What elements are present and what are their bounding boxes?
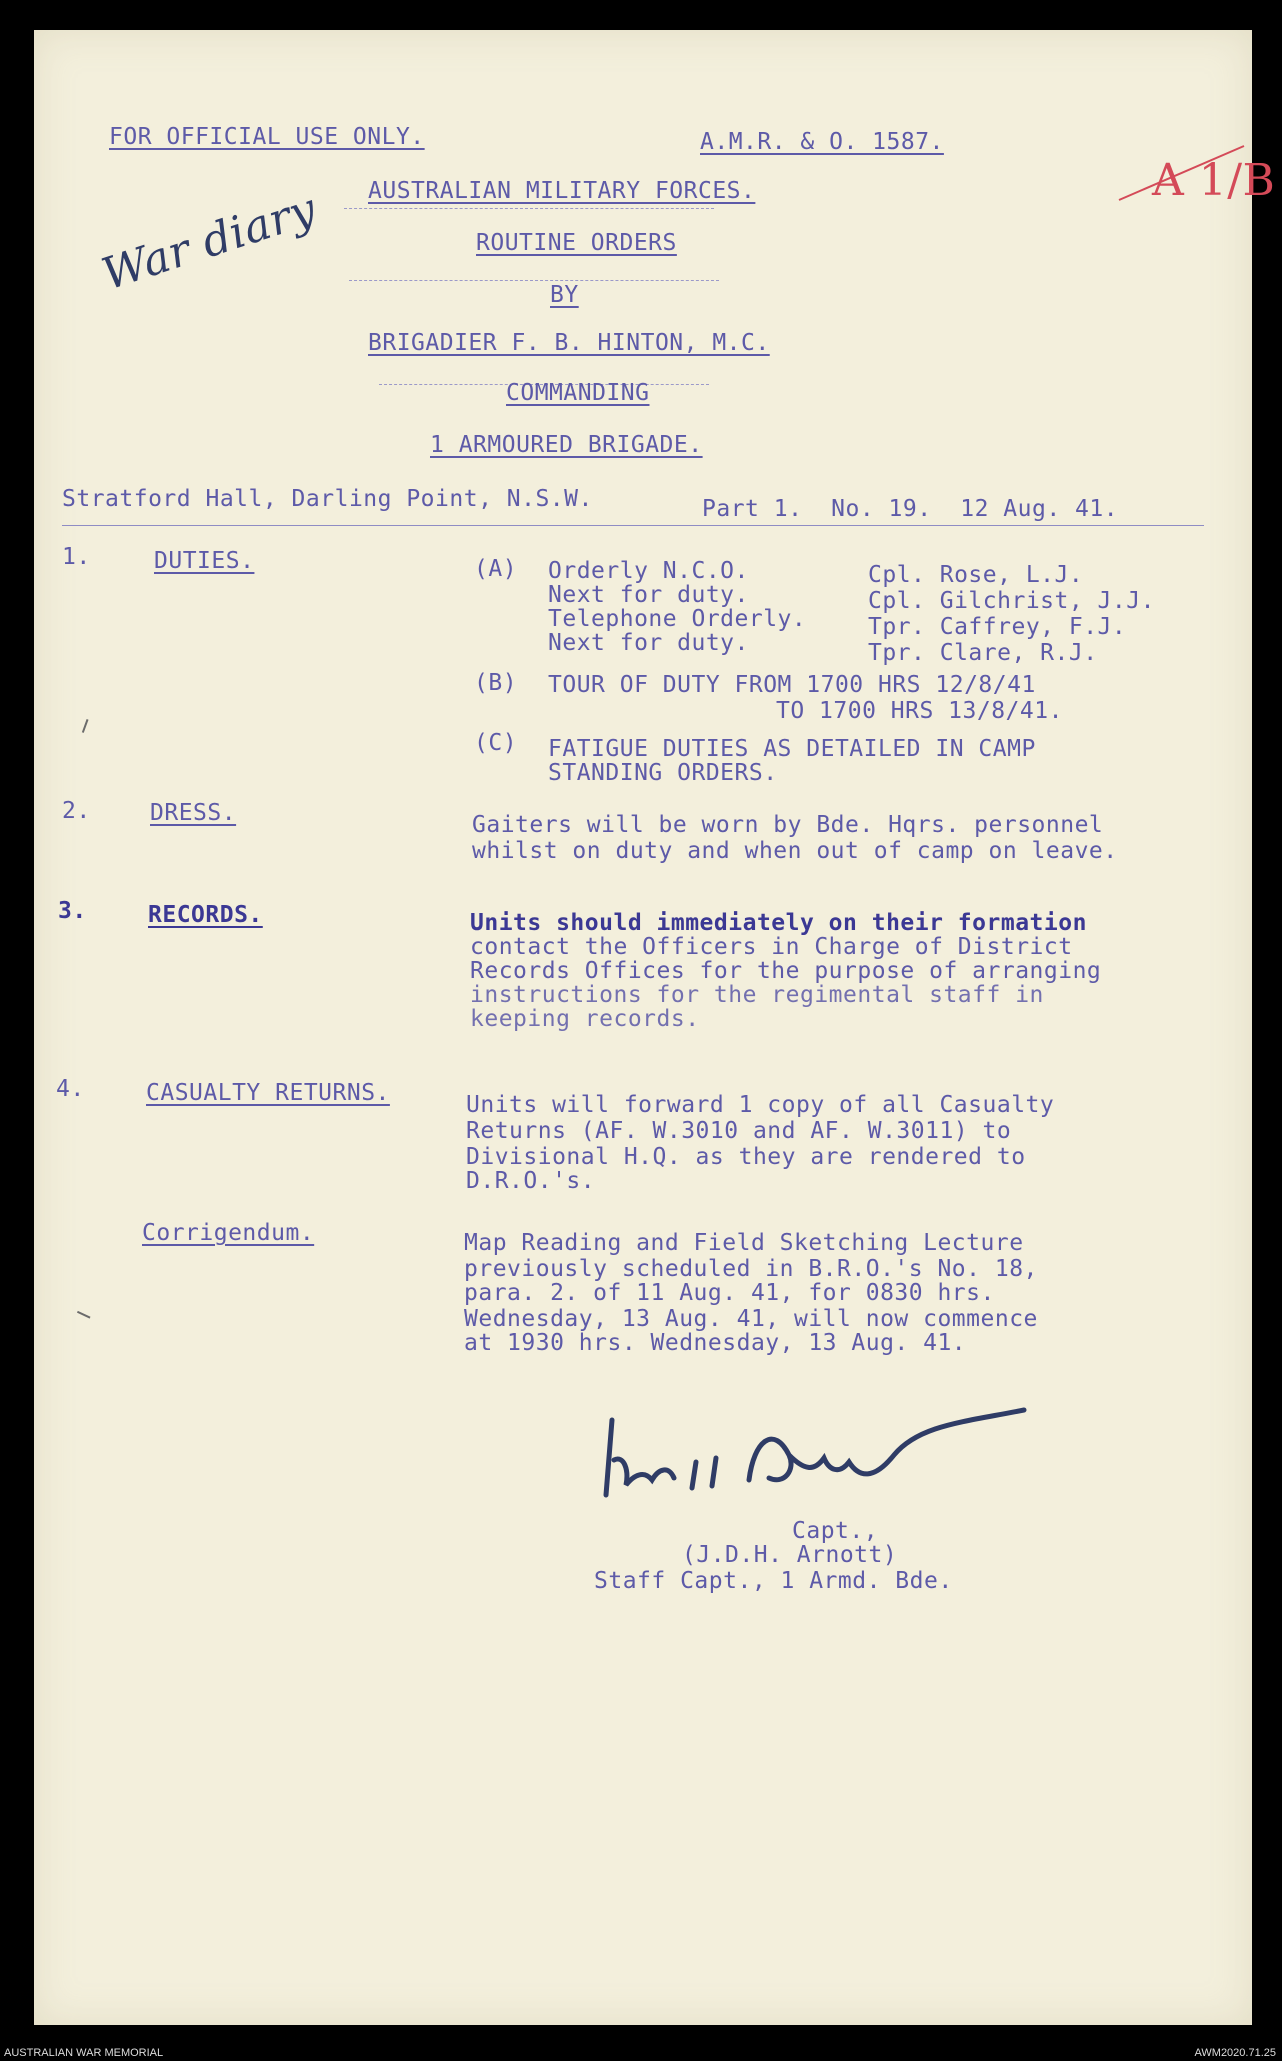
duties-b-line: TOUR OF DUTY FROM 1700 HRS 12/8/41 (548, 672, 1036, 698)
duties-c-label: (C) (474, 730, 518, 756)
duty-name: Cpl. Gilchrist, J.J. (868, 588, 1155, 614)
title-rule (344, 208, 714, 209)
title-brigadier: BRIGADIER F. B. HINTON, M.C. (368, 330, 770, 356)
casualty-line: Returns (AF. W.3010 and AF. W.3011) to (466, 1118, 1012, 1144)
item-number: 3. (58, 898, 87, 924)
title-routine-orders: ROUTINE ORDERS (476, 230, 677, 256)
records-line: contact the Officers in Charge of District (470, 934, 1073, 960)
title-rule (349, 280, 719, 281)
punch-mark (82, 719, 94, 735)
casualty-line: D.R.O.'s. (466, 1168, 596, 1194)
corrigendum-heading: Corrigendum. (142, 1220, 315, 1246)
duty-role: Next for duty. (548, 630, 749, 656)
corrigendum-line: at 1930 hrs. Wednesday, 13 Aug. 41. (464, 1330, 967, 1356)
duty-name: Cpl. Rose, L.J. (868, 562, 1084, 588)
casualty-line: Units will forward 1 copy of all Casualty (466, 1092, 1055, 1118)
casualty-heading: CASUALTY RETURNS. (146, 1080, 390, 1106)
handwritten-war-diary: War diary (96, 183, 323, 301)
duties-b-line: TO 1700 HRS 13/8/41. (776, 698, 1063, 724)
dress-heading: DRESS. (150, 800, 237, 826)
item-number: 2. (62, 798, 91, 824)
title-amf: AUSTRALIAN MILITARY FORCES. (368, 178, 756, 204)
signature-title: Staff Capt., 1 Armd. Bde. (594, 1568, 953, 1594)
signature-name: (J.D.H. Arnott) (682, 1542, 898, 1568)
duty-role: Orderly N.C.O. (548, 558, 749, 584)
duty-role: Next for duty. (548, 582, 749, 608)
item-number: 1. (62, 544, 91, 570)
official-use-label: FOR OFFICIAL USE ONLY. (109, 124, 425, 150)
red-pencil-stroke (1114, 138, 1254, 208)
duties-c-line: FATIGUE DUTIES AS DETAILED IN CAMP (548, 736, 1036, 762)
item-number: 4. (56, 1076, 85, 1102)
records-line: Records Offices for the purpose of arranging (470, 958, 1102, 984)
title-by: BY (550, 282, 579, 308)
part-number: Part 1. No. 19. 12 Aug. 41. (702, 496, 1119, 522)
corrigendum-line: previously scheduled in B.R.O.'s No. 18, (464, 1256, 1038, 1282)
footer-accession: AWM2020.71.25 (1194, 2047, 1276, 2059)
title-commanding: COMMANDING (506, 380, 650, 406)
duties-b-label: (B) (474, 670, 518, 696)
duty-name: Tpr. Clare, R.J. (868, 640, 1098, 666)
signature-rank: Capt., (792, 1518, 879, 1544)
footer-credit: AUSTRALIAN WAR MEMORIAL (4, 2047, 164, 2059)
header-underline (62, 525, 1204, 526)
document-page (34, 30, 1276, 2025)
punch-mark (77, 1305, 93, 1318)
title-brigade: 1 ARMOURED BRIGADE. (430, 432, 703, 458)
casualty-line: Divisional H.Q. as they are rendered to (466, 1144, 1026, 1170)
records-heading: RECORDS. (148, 902, 263, 928)
corrigendum-line: para. 2. of 11 Aug. 41, for 0830 hrs. (464, 1280, 995, 1306)
duties-a-label: (A) (474, 556, 518, 582)
duty-name: Tpr. Caffrey, F.J. (868, 614, 1127, 640)
records-line: instructions for the regimental staff in (470, 982, 1044, 1008)
duties-c-line: STANDING ORDERS. (548, 760, 778, 786)
corrigendum-line: Wednesday, 13 Aug. 41, will now commence (464, 1306, 1038, 1332)
red-annotation-text: A 1/B (1151, 155, 1276, 206)
duties-heading: DUTIES. (154, 548, 255, 574)
records-line: Units should immediately on their formation (470, 910, 1087, 936)
dress-line: whilst on duty and when out of camp on leave. (472, 838, 1118, 864)
amr-reference: A.M.R. & O. 1587. (700, 129, 944, 155)
duty-role: Telephone Orderly. (548, 606, 807, 632)
location-line: Stratford Hall, Darling Point, N.S.W. (62, 486, 593, 512)
corrigendum-line: Map Reading and Field Sketching Lecture (464, 1230, 1024, 1256)
records-line: keeping records. (470, 1006, 700, 1032)
dress-line: Gaiters will be worn by Bde. Hqrs. personnel (472, 812, 1104, 838)
